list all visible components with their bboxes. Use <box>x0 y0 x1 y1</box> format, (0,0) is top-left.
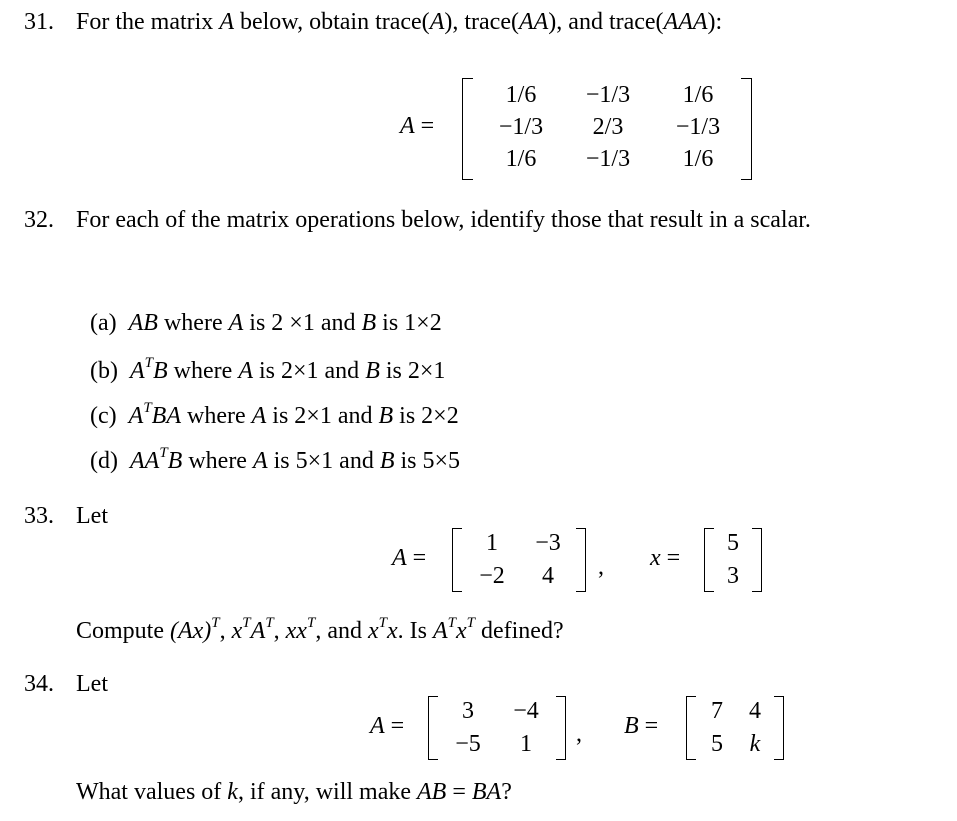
item-text: is 2 ×1 and <box>243 310 362 336</box>
right-bracket <box>741 78 752 180</box>
problem-33-let: Let <box>76 503 108 529</box>
p34-comma: , <box>576 721 582 747</box>
item-expr: AA <box>129 448 160 474</box>
right-bracket <box>576 528 586 592</box>
matrix-cell: 1 <box>486 530 498 556</box>
left-bracket <box>452 528 462 592</box>
p32-item-a <box>90 311 442 335</box>
matrix-cell: 1/6 <box>505 82 537 108</box>
item-text: where <box>157 310 229 336</box>
p32-item-d <box>90 446 460 473</box>
item-label: (c) <box>90 403 117 429</box>
p33-comma: , <box>598 554 604 580</box>
p33-compute-line <box>76 616 564 643</box>
is-word: . Is <box>397 618 427 644</box>
item-text: is 1×2 <box>376 310 442 336</box>
p31-matrix-a <box>462 78 752 180</box>
p32-item-b <box>90 356 445 383</box>
q-text: , if any, will make <box>237 779 417 805</box>
matrix-cell: 1/6 <box>505 146 537 172</box>
right-bracket <box>752 528 762 592</box>
item-text: where <box>167 358 239 384</box>
transpose-sup: T <box>144 355 153 371</box>
expr-x: x <box>367 618 379 644</box>
right-bracket <box>774 696 784 760</box>
equals-sign: = <box>420 113 435 139</box>
p31-matrix-label <box>400 114 434 138</box>
item-text: is 5×5 <box>394 448 461 474</box>
matrix-cell: k <box>749 731 761 757</box>
problem-34-let: Let <box>76 671 108 697</box>
problem-32-number: 32. <box>24 207 54 233</box>
vector-x-label: x <box>650 545 661 571</box>
matrix-cell: −4 <box>513 698 539 724</box>
equals-sign: = <box>412 545 427 571</box>
q-eq: = <box>446 779 472 805</box>
q-var-k: k <box>227 779 238 805</box>
p33-a-label <box>392 546 426 570</box>
expr-xx: xx <box>285 618 307 644</box>
item-label: (a) <box>90 310 117 336</box>
item-var: B <box>365 358 380 384</box>
matrix-cell: 7 <box>711 698 723 724</box>
item-text: is 2×1 <box>379 358 446 384</box>
defined-word: defined? <box>480 618 564 644</box>
expr-x: x <box>455 618 467 644</box>
vector-cell: 3 <box>727 563 739 589</box>
matrix-cell: −1/3 <box>498 114 544 140</box>
p34-b-label <box>624 714 658 738</box>
p34-question <box>76 780 512 804</box>
p31-text: below, obtain trace( <box>233 9 430 35</box>
q-text: ? <box>501 779 512 805</box>
item-var: A <box>251 403 267 429</box>
sep: , <box>219 618 226 644</box>
transpose-sup: T <box>378 615 387 631</box>
matrix-cell: 1 <box>520 731 532 757</box>
item-var: B <box>361 310 377 336</box>
matrix-cell: 4 <box>542 563 554 589</box>
p32-item-c <box>90 401 459 428</box>
p31-var-aaa: AAA <box>663 9 708 35</box>
p31-text: ), and trace( <box>548 9 664 35</box>
matrix-cell: −1/3 <box>585 146 631 172</box>
item-expr: A <box>129 358 145 384</box>
item-label: (b) <box>90 358 118 384</box>
matrix-cell: 3 <box>462 698 474 724</box>
q-text: What values of <box>76 779 228 805</box>
matrix-cell: −3 <box>535 530 561 556</box>
item-expr: B <box>167 448 183 474</box>
expr-a: A <box>250 618 266 644</box>
sep: , <box>273 618 280 644</box>
p31-text: For the matrix <box>76 9 220 35</box>
right-bracket <box>556 696 566 760</box>
problem-32-statement: For each of the matrix operations below, identify those that result in a scalar. <box>76 207 811 233</box>
item-var: A <box>238 358 253 384</box>
item-var: B <box>378 403 394 429</box>
problem-34-number: 34. <box>24 671 54 697</box>
matrix-cell: 1/6 <box>682 82 714 108</box>
matrix-a-label: A <box>392 545 407 571</box>
item-expr: B <box>153 358 168 384</box>
matrix-cell: −5 <box>455 731 481 757</box>
left-bracket <box>686 696 696 760</box>
left-bracket <box>428 696 438 760</box>
item-text: where <box>182 448 253 474</box>
item-text: is 2×2 <box>393 403 459 429</box>
transpose-sup: T <box>466 615 475 631</box>
left-bracket <box>704 528 714 592</box>
compute-word: Compute <box>76 618 164 644</box>
matrix-cell: 2/3 <box>592 114 624 140</box>
p31-var-aa: AA <box>518 9 549 35</box>
p33-matrix-a <box>452 528 586 592</box>
matrix-cell: −1/3 <box>585 82 631 108</box>
item-text: is 2×1 and <box>252 358 366 384</box>
matrix-a-label: A <box>400 113 415 139</box>
problem-31-statement <box>76 10 722 34</box>
item-text: is 5×1 and <box>267 448 380 474</box>
item-expr: A <box>128 403 144 429</box>
item-text: where <box>180 403 252 429</box>
problem-33-number: 33. <box>24 503 54 529</box>
item-var: A <box>252 448 268 474</box>
and-word: , and <box>315 618 362 644</box>
transpose-sup: T <box>211 615 220 631</box>
item-expr: BA <box>151 403 181 429</box>
item-label: (d) <box>90 448 118 474</box>
transpose-sup: T <box>447 615 456 631</box>
expr-x: x <box>386 618 398 644</box>
item-text: is 2×1 and <box>266 403 379 429</box>
matrix-cell: 1/6 <box>682 146 714 172</box>
matrix-cell: −2 <box>479 563 505 589</box>
p33-vector-x <box>704 528 762 592</box>
expr-x: x <box>231 618 243 644</box>
p31-text: ), trace( <box>444 9 519 35</box>
equals-sign: = <box>644 713 659 739</box>
matrix-cell: 5 <box>711 731 723 757</box>
matrix-cell: 4 <box>749 698 761 724</box>
transpose-sup: T <box>242 615 251 631</box>
q-expr-ab: AB <box>417 779 447 805</box>
p34-a-label <box>370 714 404 738</box>
equals-sign: = <box>390 713 405 739</box>
item-var: B <box>379 448 395 474</box>
expr-a: A <box>432 618 448 644</box>
q-expr-ba: BA <box>471 779 502 805</box>
item-var: A <box>228 310 244 336</box>
equals-sign: = <box>666 545 681 571</box>
transpose-sup: T <box>143 400 152 416</box>
matrix-cell: −1/3 <box>675 114 721 140</box>
item-expr: AB <box>128 310 158 336</box>
vector-cell: 5 <box>727 530 739 556</box>
matrix-b-label: B <box>624 713 639 739</box>
expr-ax: (Ax) <box>170 618 212 644</box>
p33-x-label <box>650 546 680 570</box>
left-bracket <box>462 78 473 180</box>
problem-31-number: 31. <box>24 9 54 35</box>
p31-text: ): <box>707 9 723 35</box>
transpose-sup: T <box>306 615 316 631</box>
p31-var-a: A <box>429 9 445 35</box>
transpose-sup: T <box>159 445 168 461</box>
p34-matrix-a <box>428 696 566 760</box>
matrix-a-label: A <box>370 713 385 739</box>
p31-var-a: A <box>219 9 234 35</box>
transpose-sup: T <box>265 615 274 631</box>
p34-matrix-b <box>686 696 784 760</box>
